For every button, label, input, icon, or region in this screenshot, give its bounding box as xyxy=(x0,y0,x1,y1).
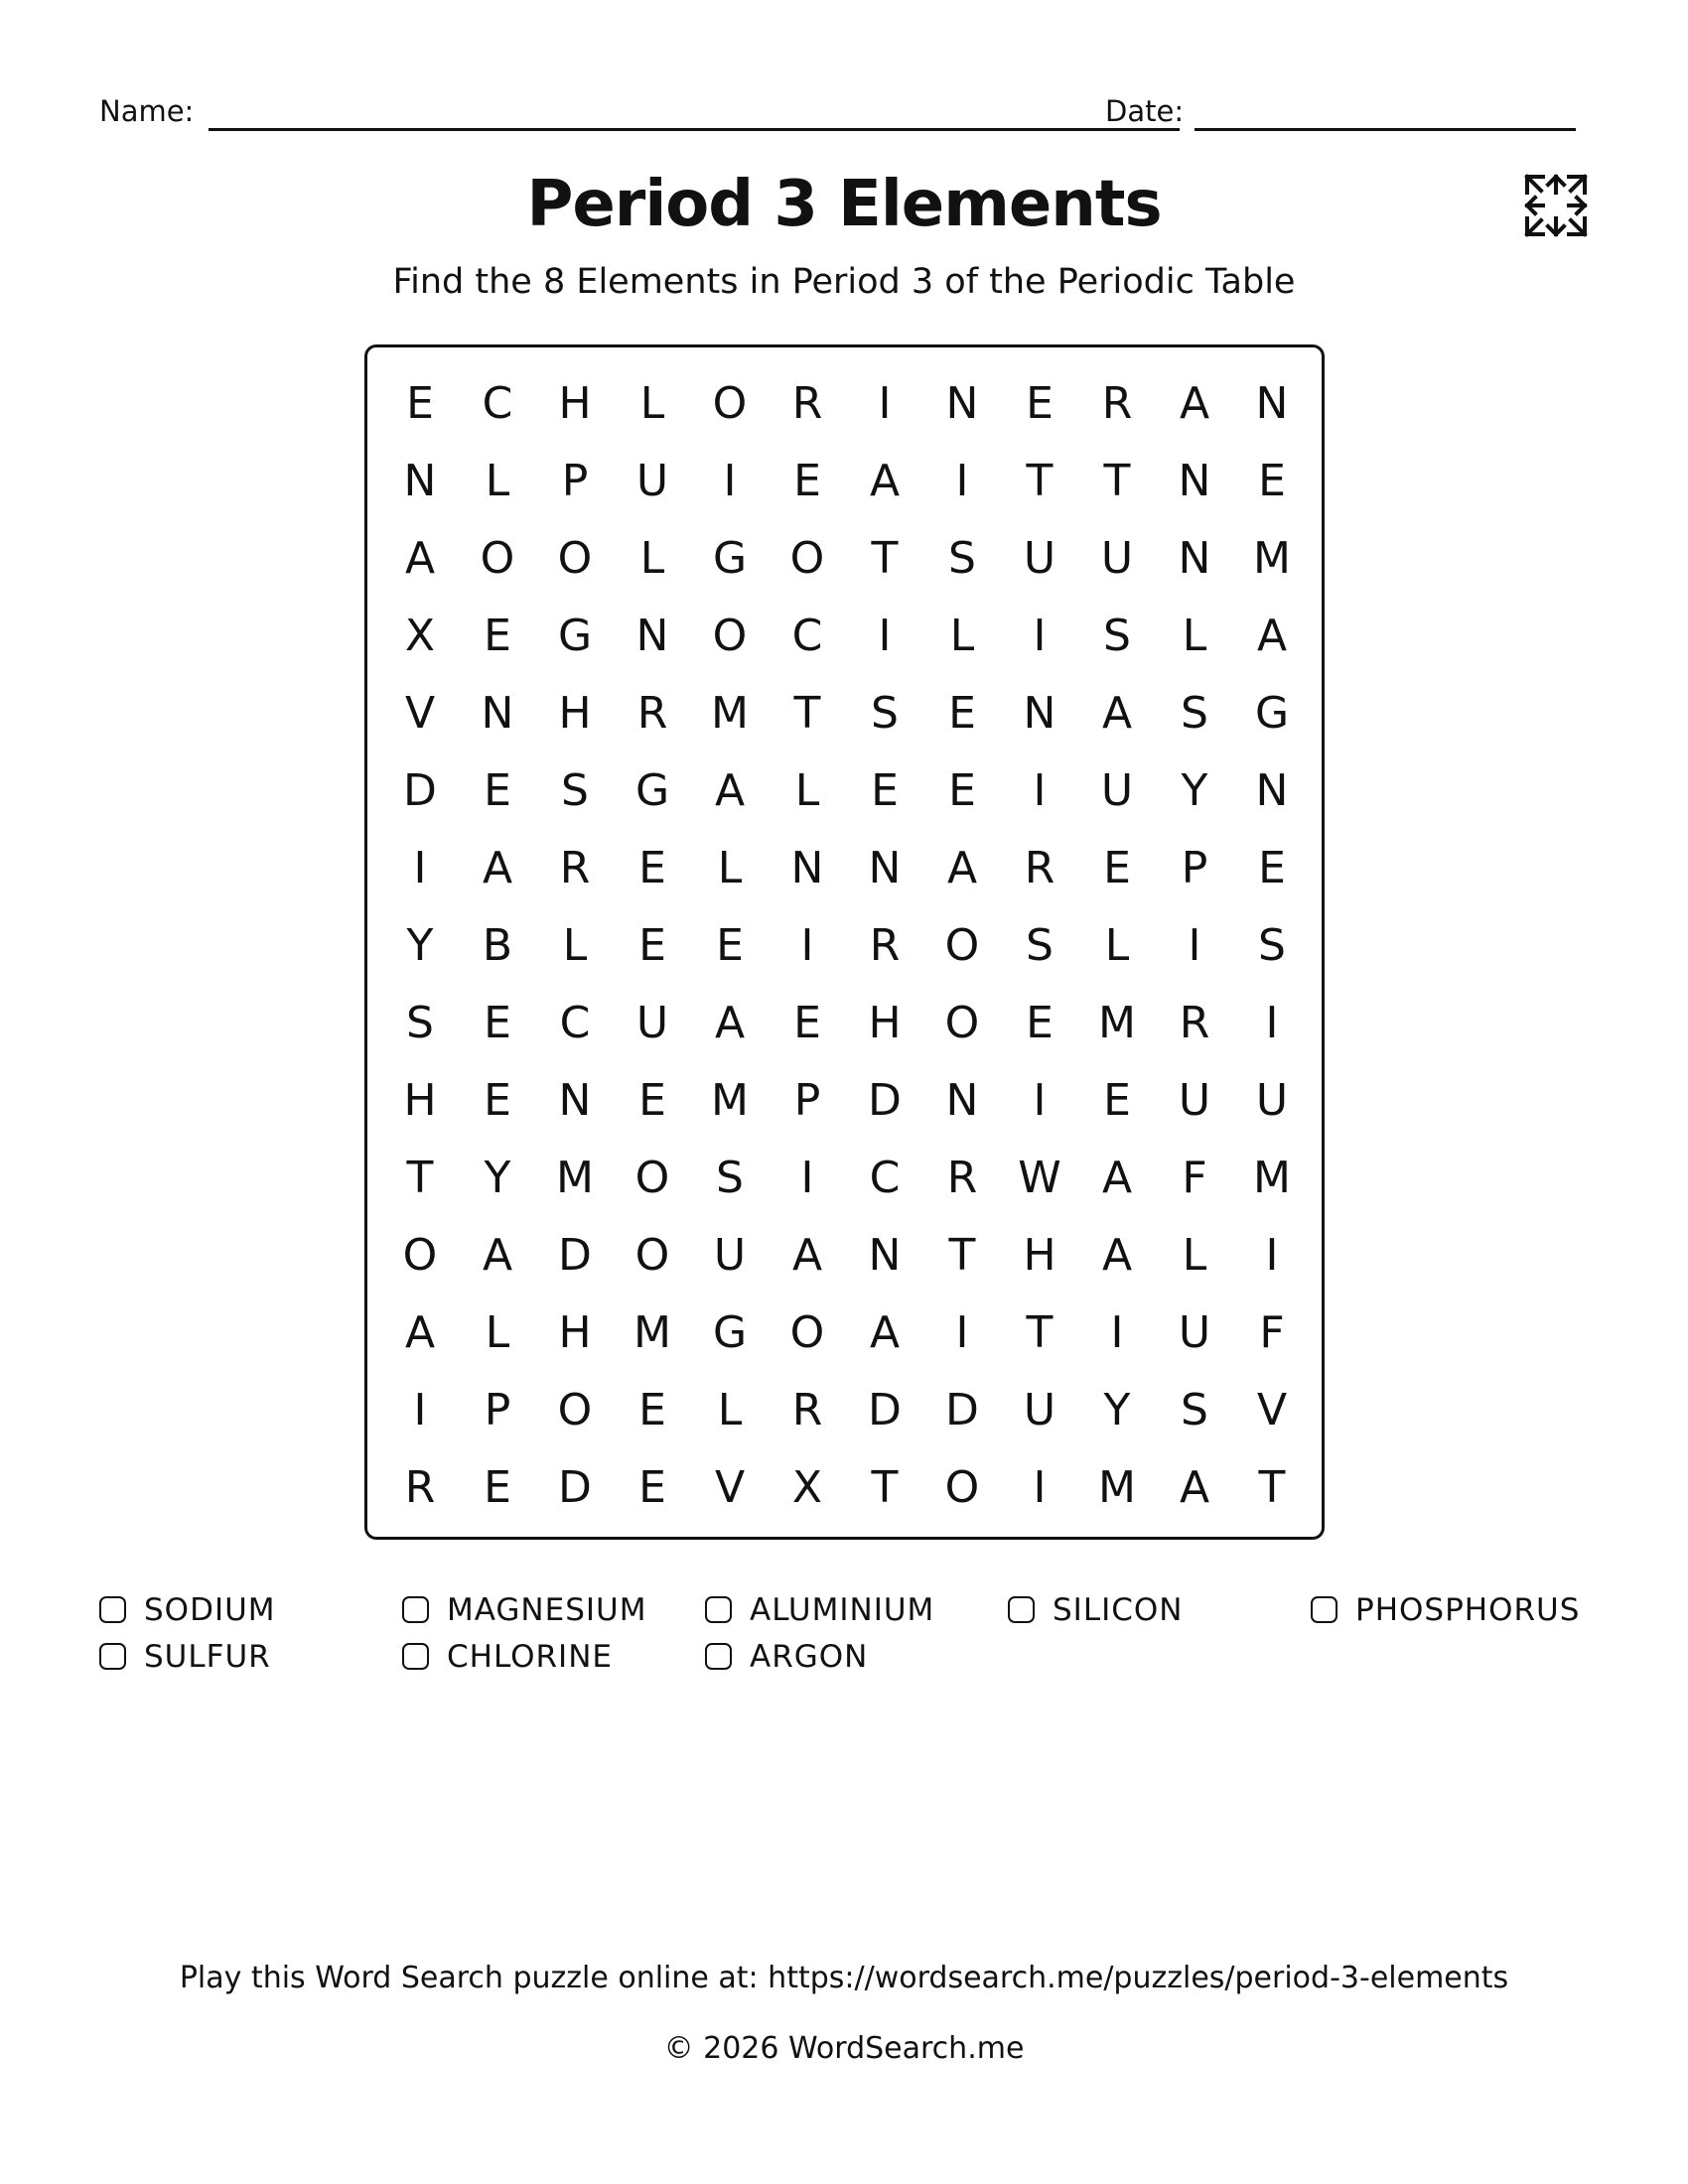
grid-cell[interactable]: E xyxy=(406,377,434,429)
word-label: SODIUM xyxy=(144,1591,276,1628)
grid-cell[interactable]: L xyxy=(639,532,665,584)
word-checkbox[interactable] xyxy=(1311,1596,1337,1623)
grid-cell[interactable]: O xyxy=(944,1461,980,1513)
grid-cell[interactable]: T xyxy=(1026,1306,1054,1358)
grid-cell[interactable]: A xyxy=(869,1306,901,1358)
grid-cell[interactable]: P xyxy=(793,1074,821,1126)
grid-cell[interactable]: R xyxy=(1024,842,1055,893)
grid-cell[interactable]: U xyxy=(635,455,669,506)
grid-cell[interactable]: T xyxy=(948,1229,976,1281)
grid-cell[interactable]: H xyxy=(868,997,902,1048)
grid-cell[interactable]: R xyxy=(559,842,591,893)
grid-cell[interactable]: X xyxy=(791,1461,823,1513)
word-checkbox[interactable] xyxy=(705,1596,732,1623)
grid-cell[interactable]: F xyxy=(1182,1152,1207,1203)
grid-cell[interactable]: R xyxy=(869,919,901,971)
grid-cell[interactable]: A xyxy=(791,1229,823,1281)
grid-cell[interactable]: N xyxy=(403,455,437,506)
grid-cell[interactable]: T xyxy=(871,532,899,584)
all-directions-arrows-icon xyxy=(1523,173,1589,238)
grid-cell[interactable]: V xyxy=(1256,1384,1288,1435)
grid-cell[interactable]: I xyxy=(1033,1461,1047,1513)
grid-cell[interactable]: T xyxy=(1258,1461,1286,1513)
grid-cell[interactable]: M xyxy=(1253,532,1291,584)
grid-cell[interactable]: G xyxy=(712,1306,748,1358)
grid-cell[interactable]: E xyxy=(1258,842,1286,893)
word-label: ARGON xyxy=(750,1638,869,1675)
grid-cell[interactable]: L xyxy=(485,455,510,506)
grid-cell[interactable]: B xyxy=(482,919,513,971)
grid-cell[interactable]: H xyxy=(1023,1229,1056,1281)
grid-cell[interactable]: L xyxy=(949,610,975,661)
grid-cell[interactable]: I xyxy=(1188,919,1201,971)
word-label: SULFUR xyxy=(144,1638,271,1675)
grid-cell[interactable]: E xyxy=(638,1384,666,1435)
grid-cell[interactable]: V xyxy=(714,1461,746,1513)
grid-cell[interactable]: V xyxy=(404,687,436,739)
grid-cell[interactable]: N xyxy=(481,687,514,739)
grid-cell[interactable]: O xyxy=(944,997,980,1048)
grid-cell[interactable]: R xyxy=(791,377,823,429)
word-list-item[interactable] xyxy=(99,1586,402,1633)
grid-cell[interactable]: L xyxy=(639,377,665,429)
grid-cell[interactable]: M xyxy=(711,1074,749,1126)
grid-cell[interactable]: I xyxy=(1265,997,1279,1048)
grid-cell[interactable]: L xyxy=(717,842,743,893)
grid-cell[interactable]: E xyxy=(948,687,976,739)
grid-cell[interactable]: S xyxy=(948,532,976,584)
grid-cell[interactable]: E xyxy=(1026,997,1054,1048)
word-label: SILICON xyxy=(1053,1591,1184,1628)
grid-cell[interactable]: E xyxy=(793,455,821,506)
grid-cell[interactable]: S xyxy=(1181,687,1208,739)
grid-cell[interactable]: L xyxy=(1182,1229,1207,1281)
grid-cell[interactable]: M xyxy=(556,1152,594,1203)
grid-cell[interactable]: U xyxy=(1100,532,1134,584)
grid-cell[interactable]: N xyxy=(790,842,824,893)
grid-cell[interactable]: O xyxy=(789,532,825,584)
grid-cell[interactable]: A xyxy=(1179,377,1210,429)
grid-cell[interactable]: A xyxy=(946,842,978,893)
word-list-item[interactable] xyxy=(705,1633,1008,1680)
grid-cell[interactable]: E xyxy=(484,1074,511,1126)
grid-cell[interactable]: A xyxy=(404,532,436,584)
grid-cell[interactable]: E xyxy=(484,764,511,816)
word-checkbox[interactable] xyxy=(705,1643,732,1670)
grid-cell[interactable]: I xyxy=(800,1152,814,1203)
grid-cell[interactable]: I xyxy=(878,610,892,661)
grid-cell[interactable]: R xyxy=(1179,997,1210,1048)
grid-cell[interactable]: S xyxy=(406,997,434,1048)
grid-cell[interactable]: A xyxy=(1101,1229,1133,1281)
grid-cell[interactable]: P xyxy=(561,455,589,506)
grid-cell[interactable]: S xyxy=(1258,919,1286,971)
grid-cell[interactable]: I xyxy=(955,455,969,506)
grid-cell[interactable]: E xyxy=(638,919,666,971)
grid-cell[interactable]: X xyxy=(404,610,436,661)
grid-cell[interactable]: E xyxy=(484,997,511,1048)
grid-cell[interactable]: C xyxy=(482,377,513,429)
grid-cell[interactable]: T xyxy=(793,687,821,739)
word-checkbox[interactable] xyxy=(99,1596,126,1623)
grid-cell[interactable]: U xyxy=(1178,1074,1211,1126)
grid-cell[interactable]: D xyxy=(403,764,437,816)
grid-cell[interactable]: H xyxy=(558,1306,592,1358)
grid-cell[interactable]: N xyxy=(868,842,902,893)
word-search-grid[interactable] xyxy=(381,364,1311,1526)
grid-cell[interactable]: U xyxy=(1255,1074,1289,1126)
word-list-item[interactable] xyxy=(99,1633,402,1680)
grid-cell[interactable]: I xyxy=(878,377,892,429)
page-subtitle: Find the 8 Elements in Period 3 of the Periodic Table xyxy=(392,262,1296,302)
grid-cell[interactable]: M xyxy=(711,687,749,739)
grid-cell[interactable]: I xyxy=(1033,1074,1047,1126)
grid-cell[interactable]: A xyxy=(714,764,746,816)
grid-cell[interactable]: I xyxy=(723,455,737,506)
grid-cell[interactable]: A xyxy=(1179,1461,1210,1513)
grid-cell[interactable]: L xyxy=(485,1306,510,1358)
grid-cell[interactable]: N xyxy=(945,377,979,429)
name-label: Name: xyxy=(99,94,195,128)
grid-cell[interactable]: H xyxy=(558,687,592,739)
word-list xyxy=(99,1586,1628,1680)
grid-cell[interactable]: U xyxy=(1023,532,1056,584)
grid-cell[interactable]: M xyxy=(1098,997,1136,1048)
grid-cell[interactable]: I xyxy=(1033,764,1047,816)
grid-cell[interactable]: M xyxy=(1253,1152,1291,1203)
grid-cell[interactable]: E xyxy=(1026,377,1054,429)
grid-cell[interactable]: O xyxy=(634,1152,670,1203)
grid-cell[interactable]: I xyxy=(1265,1229,1279,1281)
grid-cell[interactable]: H xyxy=(403,1074,437,1126)
grid-cell[interactable]: M xyxy=(1098,1461,1136,1513)
grid-cell[interactable]: Y xyxy=(484,1152,511,1203)
grid-cell[interactable]: N xyxy=(1255,764,1289,816)
grid-cell[interactable]: S xyxy=(561,764,589,816)
grid-cell[interactable]: S xyxy=(1181,1384,1208,1435)
grid-cell[interactable]: A xyxy=(1101,687,1133,739)
grid-cell[interactable]: I xyxy=(413,1384,427,1435)
grid-cell[interactable]: A xyxy=(482,842,513,893)
grid-cell[interactable]: R xyxy=(636,687,668,739)
grid-cell[interactable]: D xyxy=(868,1074,902,1126)
name-date-row xyxy=(99,94,1576,134)
grid-cell[interactable]: C xyxy=(869,1152,901,1203)
grid-cell[interactable]: G xyxy=(1254,687,1290,739)
grid-cell[interactable]: S xyxy=(716,1152,744,1203)
grid-cell[interactable]: D xyxy=(868,1384,902,1435)
grid-cell[interactable]: S xyxy=(1026,919,1054,971)
grid-cell[interactable]: G xyxy=(634,764,670,816)
grid-cell[interactable]: T xyxy=(406,1152,434,1203)
grid-cell[interactable]: N xyxy=(868,1229,902,1281)
grid-cell[interactable]: A xyxy=(714,997,746,1048)
grid-cell[interactable]: Y xyxy=(1103,1384,1131,1435)
grid-cell[interactable]: O xyxy=(944,919,980,971)
grid-cell[interactable]: E xyxy=(1103,842,1131,893)
grid-cell[interactable]: E xyxy=(793,997,821,1048)
grid-cell[interactable]: O xyxy=(712,610,748,661)
grid-cell[interactable]: E xyxy=(1258,455,1286,506)
grid-cell[interactable]: A xyxy=(404,1306,436,1358)
grid-cell[interactable]: I xyxy=(800,919,814,971)
word-label: MAGNESIUM xyxy=(447,1591,647,1628)
grid-cell[interactable]: A xyxy=(482,1229,513,1281)
grid-cell[interactable]: O xyxy=(557,1384,593,1435)
word-list-item[interactable] xyxy=(1311,1586,1614,1633)
word-list-item[interactable] xyxy=(705,1586,1008,1633)
grid-cell[interactable]: N xyxy=(1178,532,1211,584)
grid-cell[interactable]: E xyxy=(484,1461,511,1513)
grid-cell[interactable]: N xyxy=(1023,687,1056,739)
grid-cell[interactable]: U xyxy=(1023,1384,1056,1435)
grid-cell[interactable]: U xyxy=(1178,1306,1211,1358)
word-checkbox[interactable] xyxy=(99,1643,126,1670)
grid-cell[interactable]: I xyxy=(413,842,427,893)
grid-cell[interactable]: P xyxy=(1181,842,1208,893)
name-input-line[interactable] xyxy=(209,128,1180,131)
grid-cell[interactable]: E xyxy=(1103,1074,1131,1126)
word-list-item[interactable] xyxy=(1008,1586,1311,1633)
grid-cell[interactable]: M xyxy=(633,1306,671,1358)
grid-cell[interactable]: N xyxy=(1255,377,1289,429)
grid-cell[interactable]: L xyxy=(794,764,820,816)
grid-cell[interactable]: U xyxy=(713,1229,747,1281)
grid-cell[interactable]: L xyxy=(1104,919,1130,971)
grid-cell[interactable]: I xyxy=(1110,1306,1124,1358)
grid-cell[interactable]: F xyxy=(1259,1306,1285,1358)
grid-cell[interactable]: Y xyxy=(406,919,434,971)
grid-cell[interactable]: E xyxy=(638,842,666,893)
page-title: Period 3 Elements xyxy=(526,168,1162,241)
grid-cell[interactable]: P xyxy=(484,1384,511,1435)
grid-cell[interactable]: L xyxy=(562,919,588,971)
grid-cell[interactable]: E xyxy=(638,1074,666,1126)
grid-cell[interactable]: N xyxy=(945,1074,979,1126)
grid-cell[interactable]: T xyxy=(1103,455,1131,506)
grid-cell[interactable]: E xyxy=(948,764,976,816)
grid-cell[interactable]: T xyxy=(871,1461,899,1513)
grid-cell[interactable]: O xyxy=(634,1229,670,1281)
online-puzzle-link-text[interactable]: Play this Word Search puzzle online at: https://wordsearch.me/puzzles/period-3-elements xyxy=(179,1961,1509,1995)
word-checkbox[interactable] xyxy=(402,1643,429,1670)
grid-cell[interactable]: N xyxy=(635,610,669,661)
word-checkbox[interactable] xyxy=(1008,1596,1035,1623)
grid-cell[interactable]: E xyxy=(716,919,744,971)
grid-cell[interactable]: R xyxy=(404,1461,436,1513)
grid-cell[interactable]: O xyxy=(480,532,515,584)
grid-cell[interactable]: O xyxy=(789,1306,825,1358)
grid-cell[interactable]: A xyxy=(869,455,901,506)
grid-cell[interactable]: Y xyxy=(1181,764,1208,816)
grid-cell[interactable]: O xyxy=(557,532,593,584)
grid-cell[interactable]: S xyxy=(871,687,899,739)
grid-cell[interactable]: E xyxy=(638,1461,666,1513)
grid-cell[interactable]: G xyxy=(712,532,748,584)
date-input-line[interactable] xyxy=(1195,128,1576,131)
grid-cell[interactable]: R xyxy=(1101,377,1133,429)
grid-cell[interactable]: T xyxy=(1026,455,1054,506)
grid-cell[interactable]: A xyxy=(1256,610,1288,661)
grid-cell[interactable]: H xyxy=(558,377,592,429)
grid-cell[interactable]: D xyxy=(558,1229,592,1281)
grid-cell[interactable]: O xyxy=(712,377,748,429)
grid-cell[interactable]: C xyxy=(791,610,823,661)
grid-cell[interactable]: N xyxy=(1178,455,1211,506)
grid-cell[interactable]: I xyxy=(1033,610,1047,661)
grid-cell[interactable]: O xyxy=(402,1229,438,1281)
grid-cell[interactable]: D xyxy=(945,1384,979,1435)
grid-cell[interactable]: D xyxy=(558,1461,592,1513)
grid-cell[interactable]: S xyxy=(1103,610,1131,661)
word-list-item[interactable] xyxy=(402,1586,705,1633)
grid-cell[interactable]: R xyxy=(946,1152,978,1203)
word-label: PHOSPHORUS xyxy=(1355,1591,1581,1628)
grid-cell[interactable]: L xyxy=(1182,610,1207,661)
grid-cell[interactable]: E xyxy=(871,764,899,816)
grid-cell[interactable]: L xyxy=(717,1384,743,1435)
grid-cell[interactable]: N xyxy=(558,1074,592,1126)
grid-cell[interactable]: U xyxy=(635,997,669,1048)
word-label: ALUMINIUM xyxy=(750,1591,935,1628)
grid-cell[interactable]: C xyxy=(559,997,591,1048)
word-label: CHLORINE xyxy=(447,1638,613,1675)
grid-cell[interactable]: R xyxy=(791,1384,823,1435)
grid-cell[interactable]: E xyxy=(484,610,511,661)
grid-cell[interactable]: A xyxy=(1101,1152,1133,1203)
word-list-item[interactable] xyxy=(402,1633,705,1680)
date-label: Date: xyxy=(1105,94,1185,128)
word-search-grid-frame xyxy=(364,344,1325,1540)
grid-cell[interactable]: W xyxy=(1018,1152,1061,1203)
copyright-text: © 2026 WordSearch.me xyxy=(663,2031,1025,2066)
grid-cell[interactable]: G xyxy=(557,610,593,661)
word-checkbox[interactable] xyxy=(402,1596,429,1623)
grid-cell[interactable]: I xyxy=(955,1306,969,1358)
grid-cell[interactable]: U xyxy=(1100,764,1134,816)
